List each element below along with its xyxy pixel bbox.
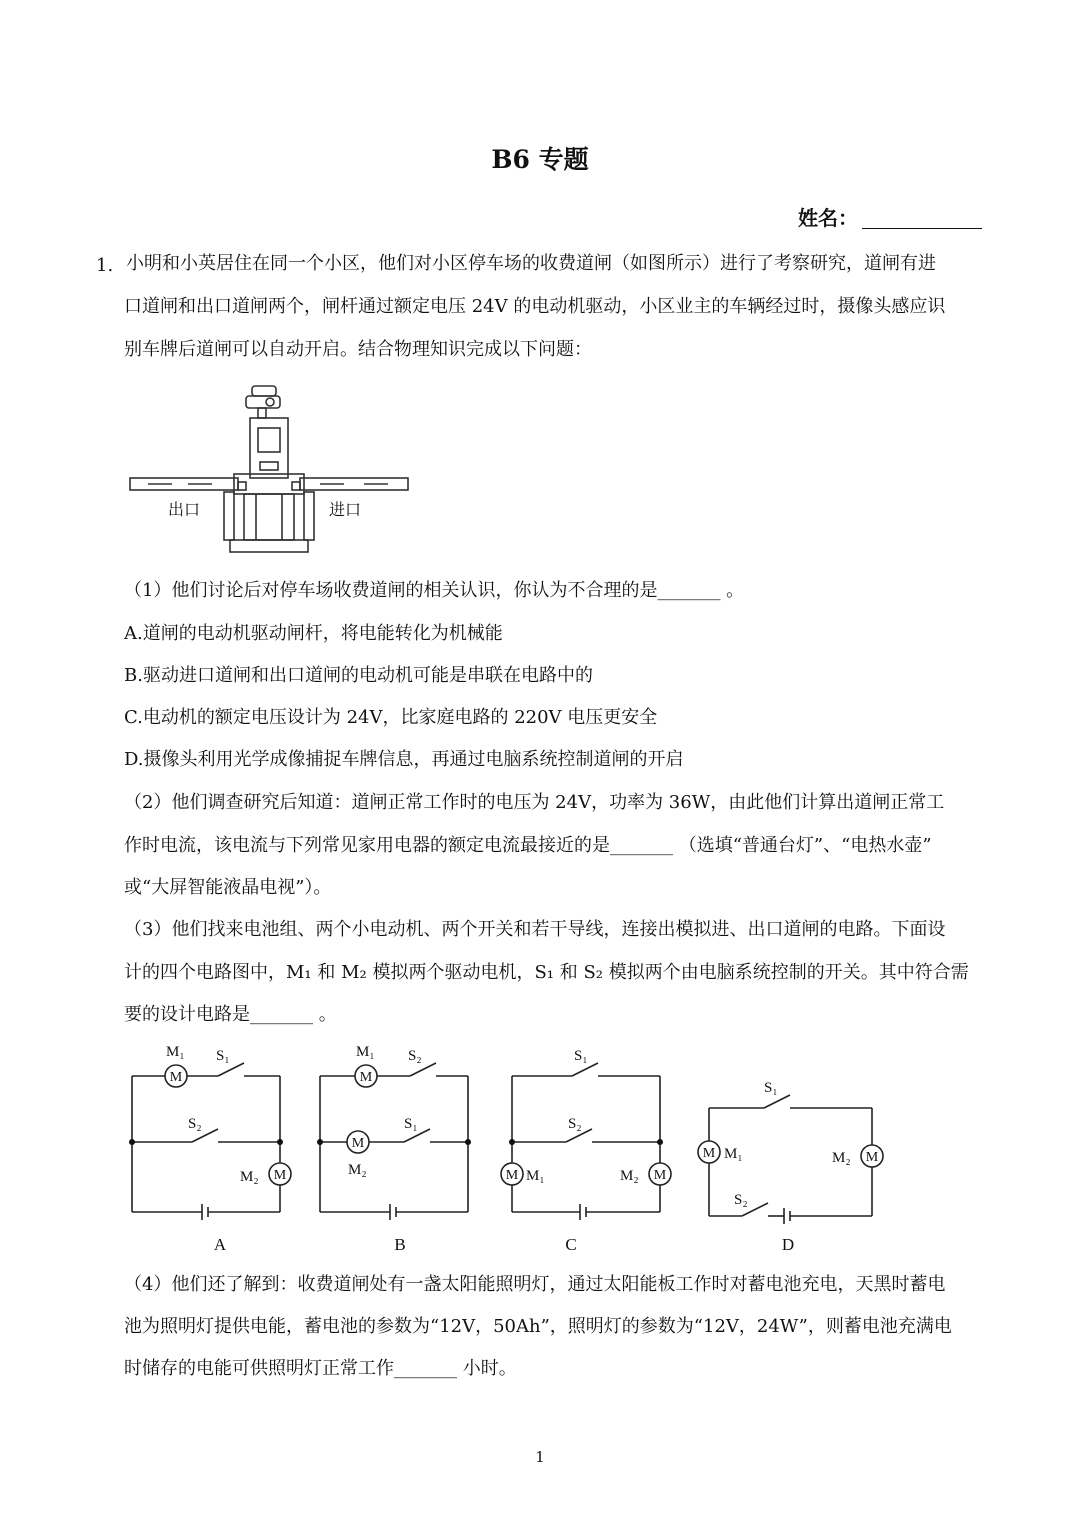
part3-line-2: 计的四个电路图中，M₁ 和 M₂ 模拟两个驱动电机，S₁ 和 S₂ 模拟两个由电脑系统控制的开关。其中符合需	[124, 962, 969, 983]
entry-label: 进口	[329, 502, 362, 519]
part2-line-1: （2）他们调查研究后知道：道闸正常工作时的电压为 24V，功率为 36W，由此他们计算出道闸正常工	[124, 792, 945, 813]
page-number: 1	[535, 1448, 545, 1466]
part4-line-1: （4）他们还了解到：收费道闸处有一盏太阳能照明灯，通过太阳能板工作时对蓄电池充电，天黑时蓄电	[124, 1274, 946, 1295]
label-c-s1: S₁	[574, 1048, 588, 1064]
label-c-s2: S₂	[568, 1116, 582, 1132]
part2-line-3: 或“大屏智能液晶电视”）。	[124, 877, 332, 898]
intro-line-2: 口道闸和出口道闸两个，闸杆通过额定电压 24V 的电动机驱动，小区业主的车辆经过时，摄像头感应识	[124, 296, 946, 317]
label-d-s1: S₁	[764, 1080, 778, 1096]
part1-option-c: C.电动机的额定电压设计为 24V，比家庭电路的 220V 电压更安全	[124, 707, 658, 728]
intro-line-1: 小明和小英居住在同一个小区，他们对小区停车场的收费道闸（如图所示）进行了考察研究，道闸有进	[126, 253, 936, 274]
part1-option-a: A.道闸的电动机驱动闸杆，将电能转化为机械能	[124, 623, 503, 644]
label-b-m2: M₂	[348, 1162, 367, 1178]
part1-option-d: D.摄像头利用光学成像捕捉车牌信息，再通过电脑系统控制道闸的开启	[124, 749, 684, 770]
motor-symbol-a2: M	[273, 1168, 287, 1183]
motor-symbol-c1: M	[505, 1168, 519, 1183]
part1-option-b: B.驱动进口道闸和出口道闸的电动机可能是串联在电路中的	[124, 665, 593, 686]
label-a-m2: M₂	[240, 1169, 259, 1185]
circuit-label-c: C	[565, 1235, 577, 1254]
name-field[interactable]	[798, 202, 982, 231]
intro-line-3: 别车牌后道闸可以自动开启。结合物理知识完成以下问题：	[124, 339, 592, 360]
motor-symbol-b2: M	[351, 1136, 365, 1151]
label-d-s2: S₂	[734, 1192, 748, 1208]
label-c-m2: M₂	[620, 1168, 639, 1184]
circuit-label-b: B	[394, 1235, 406, 1254]
label-b-m1: M₁	[356, 1044, 375, 1060]
exit-label: 出口	[168, 502, 201, 519]
circuit-diagrams	[120, 1036, 900, 1262]
part3-line-1: （3）他们找来电池组、两个小电动机、两个开关和若干导线，连接出模拟进、出口道闸的电路。下面设	[124, 919, 946, 940]
label-a-m1: M₁	[166, 1044, 185, 1060]
part4-line-3: 时储存的电能可供照明灯正常工作_______ 小时。	[124, 1358, 517, 1379]
question-number: 1.	[96, 255, 114, 276]
motor-symbol-d1: M	[702, 1146, 716, 1161]
name-blank[interactable]	[862, 206, 982, 229]
part4-line-2: 池为照明灯提供电能，蓄电池的参数为“12V，50Ah”，照明灯的参数为“12V，24W”，则蓄电池充满电	[124, 1316, 952, 1337]
motor-symbol-d2: M	[865, 1150, 879, 1165]
part1-question: （1）他们讨论后对停车场收费道闸的相关认识，你认为不合理的是_______ 。	[124, 580, 745, 601]
motor-symbol-c2: M	[653, 1168, 667, 1183]
label-d-m2: M₂	[832, 1150, 851, 1166]
label-b-s2: S₂	[408, 1048, 422, 1064]
label-a-s1: S₁	[216, 1048, 230, 1064]
part3-line-3: 要的设计电路是_______ 。	[124, 1004, 337, 1025]
toll-gate-figure	[124, 382, 414, 558]
motor-symbol-b1: M	[359, 1070, 373, 1085]
label-d-m1: M₁	[724, 1146, 743, 1162]
name-label: 姓名：	[798, 206, 858, 230]
motor-symbol-a1: M	[169, 1070, 183, 1085]
circuit-label-a: A	[213, 1235, 227, 1254]
circuit-label-d: D	[781, 1235, 795, 1254]
part2-line-2: 作时电流，该电流与下列常见家用电器的额定电流最接近的是_______ （选填“普通台灯”、“电热水壶”	[124, 835, 932, 856]
page-title: B6 专题	[491, 145, 589, 174]
label-a-s2: S₂	[188, 1116, 202, 1132]
label-b-s1: S₁	[404, 1116, 418, 1132]
label-c-m1: M₁	[526, 1168, 545, 1184]
